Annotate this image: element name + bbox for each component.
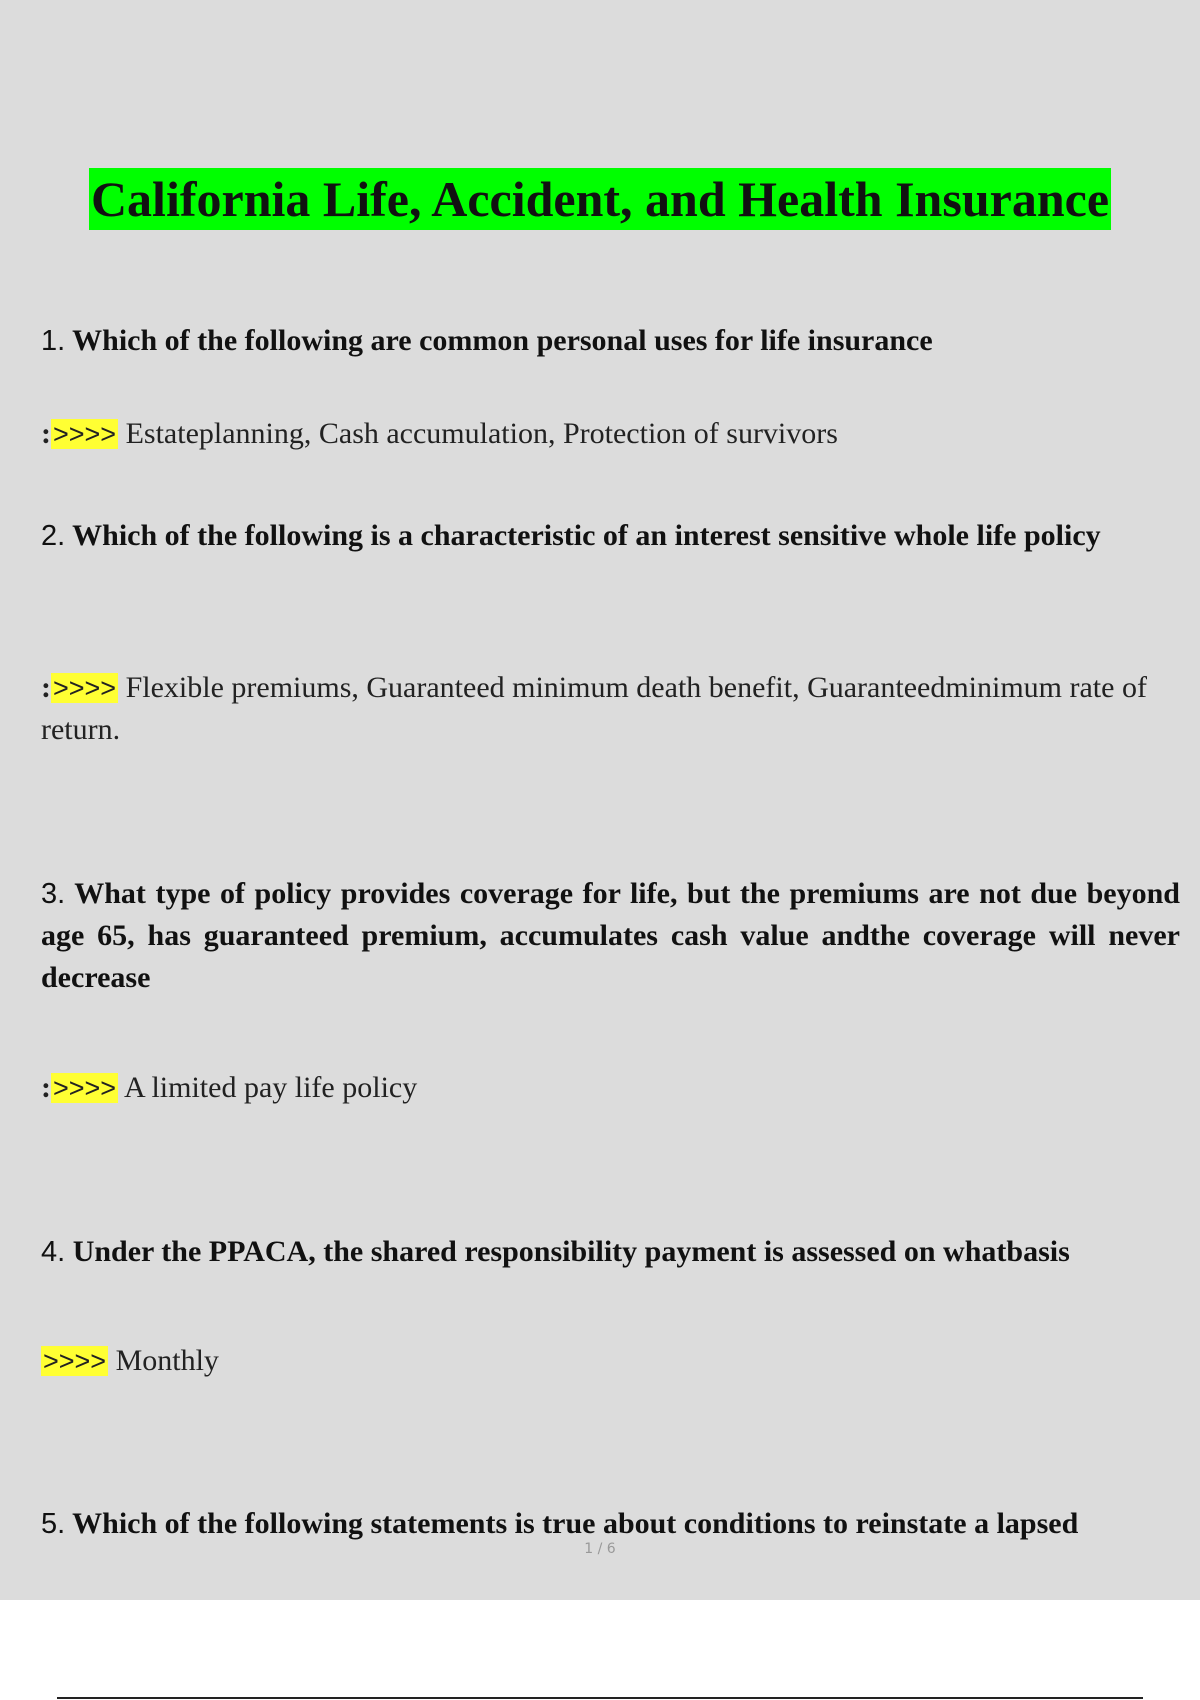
question-text: Which of the following are common personal uses for life insurance xyxy=(72,324,933,357)
title-block xyxy=(0,168,1200,230)
question-number: 5. xyxy=(41,1508,66,1540)
document-title: California Life, Accident, and Health Insurance xyxy=(89,168,1111,230)
question-4 xyxy=(41,1231,1180,1273)
question-number: 3. xyxy=(41,878,66,910)
answer-marker-highlight: >>>> xyxy=(53,419,117,449)
question-number: 4. xyxy=(41,1236,66,1268)
answer-1 xyxy=(41,413,1180,455)
question-3 xyxy=(41,873,1180,999)
answer-text: Monthly xyxy=(115,1344,219,1377)
answer-marker-highlight: >>>> xyxy=(53,673,117,703)
answer-prefix: : xyxy=(41,1071,51,1104)
answer-text: Estateplanning, Cash accumulation, Protection of survivors xyxy=(125,417,838,450)
question-text: Under the PPACA, the shared responsibility payment is assessed on whatbasis xyxy=(72,1235,1070,1268)
question-text: What type of policy provides coverage for life, but the premiums are not due beyond age 65, has guaranteed premium, accumulates cash value andthe coverage will never decrease xyxy=(41,877,1180,994)
answer-marker-highlight: >>>> xyxy=(43,1346,107,1376)
question-text: Which of the following is a characteristic of an interest sensitive whole life policy xyxy=(72,519,1101,552)
question-number: 2. xyxy=(41,520,66,552)
answer-prefix: : xyxy=(41,417,51,450)
answer-3 xyxy=(41,1067,1180,1109)
question-1 xyxy=(41,320,1180,362)
answer-2 xyxy=(41,667,1180,751)
answer-4 xyxy=(41,1340,1180,1382)
answer-text: A limited pay life policy xyxy=(123,1071,418,1104)
question-2 xyxy=(41,515,1180,557)
page-divider-line xyxy=(57,1697,1143,1699)
question-number: 1. xyxy=(41,325,66,357)
question-5 xyxy=(41,1503,1180,1545)
page-indicator: 1 / 6 xyxy=(584,1541,616,1557)
answer-prefix: : xyxy=(41,671,51,704)
question-text: Which of the following statements is true about conditions to reinstate a lapsed xyxy=(72,1507,1079,1540)
answer-marker-highlight: >>>> xyxy=(53,1073,117,1103)
answer-text: Flexible premiums, Guaranteed minimum death benefit, Guaranteedminimum rate of return. xyxy=(41,671,1147,746)
